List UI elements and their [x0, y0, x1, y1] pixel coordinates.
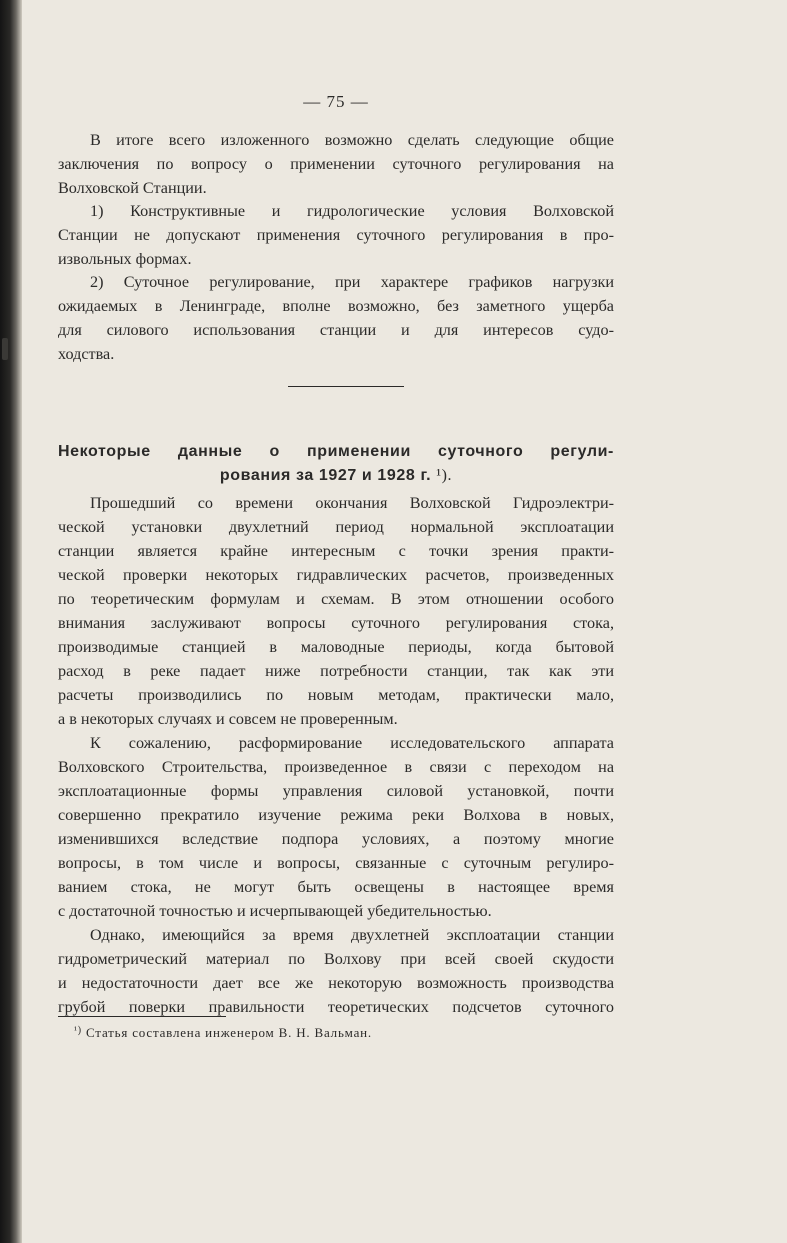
text-line: и недостаточности дает все же некоторую возможность производства — [58, 974, 614, 992]
text-line: ожидаемых в Ленинграде, вполне возможно, без заметного ущерба — [58, 297, 614, 315]
body-paragraph-2 — [58, 731, 614, 923]
text-line: внимания заслуживают вопросы суточного регулирования стока, — [58, 614, 614, 632]
text-line: грубой поверки правильности теоретических подсчетов суточного — [58, 998, 614, 1016]
text-line: 1) Конструктивные и гидрологические условия Волховской — [90, 202, 614, 220]
footnote-text: Статья составлена инженером В. Н. Вальман. — [86, 1025, 372, 1040]
page-number: — 75 — — [303, 92, 369, 111]
text-line: расход в реке падает ниже потребности станции, так как эти — [58, 662, 614, 680]
footnote-reference: ¹). — [436, 467, 453, 484]
text-line: ческой установки двухлетний период нормальной эксплоатации — [58, 518, 614, 536]
conclusion-item-2 — [58, 270, 614, 366]
text-line: ческой проверки некоторых гидравлических расчетов, произведенных — [58, 566, 614, 584]
book-spine-edge — [0, 0, 22, 1243]
text-line: по теоретическим формулам и схемам. В этом отношении особого — [58, 590, 614, 608]
text-line: Станции не допускают применения суточного регулирования в про- — [58, 226, 614, 244]
text-line: для силового использования станции и для интересов судо- — [58, 321, 614, 339]
text-line: Волховской Станции. — [58, 179, 207, 197]
text-line: заключения по вопросу о применении суточного регулирования на — [58, 155, 614, 173]
text-line: совершенно прекратило изучение режима реки Волхова в новых, — [58, 806, 614, 824]
body-paragraph-3 — [58, 923, 614, 1019]
text-line: Волховского Строительства, произведенное в связи с переходом на — [58, 758, 614, 776]
heading-line-1: Некоторые данные о применении суточного регули- — [58, 443, 614, 460]
conclusions-intro-paragraph — [58, 128, 614, 200]
spine-mark — [2, 338, 8, 360]
footnote-mark: ¹) — [74, 1025, 82, 1036]
text-line: станции является крайне интересным с точки зрения практи- — [58, 542, 614, 560]
text-line: 2) Суточное регулирование, при характере графиков нагрузки — [90, 273, 614, 291]
text-line: с достаточной точностью и исчерпывающей убедительностью. — [58, 902, 492, 920]
text-line: ванием стока, не могут быть освещены в настоящее время — [58, 878, 614, 896]
text-line: эксплоатационные формы управления силовой установкой, почти — [58, 782, 614, 800]
text-line: расчеты производились по новым методам, практически мало, — [58, 686, 614, 704]
text-line: Однако, имеющийся за время двухлетней эксплоатации станции — [90, 926, 614, 944]
footnote — [74, 1024, 574, 1042]
body-paragraph-1 — [58, 491, 614, 731]
text-line: вопросы, в том числе и вопросы, связанные с суточным регулиро- — [58, 854, 614, 872]
text-line: В итоге всего изложенного возможно сделать следующие общие — [90, 131, 614, 149]
text-line: Прошедший со времени окончания Волховской Гидроэлектри- — [90, 494, 614, 512]
text-line: гидрометрический материал по Волхову при всей своей скудости — [58, 950, 614, 968]
text-line: производимые станцией в маловодные периоды, когда бытовой — [58, 638, 614, 656]
section-heading — [58, 440, 614, 488]
footnote-divider — [58, 1016, 226, 1017]
text-line: а в некоторых случаях и совсем не проверенным. — [58, 710, 398, 728]
text-line: К сожалению, расформирование исследовательского аппарата — [90, 734, 614, 752]
text-line: извольных формах. — [58, 250, 192, 268]
conclusion-item-1 — [58, 199, 614, 271]
text-line: изменившихся вследствие подпора условиях, а поэтому многие — [58, 830, 614, 848]
heading-line-2 — [58, 464, 614, 488]
section-divider — [288, 386, 404, 387]
text-line: ходства. — [58, 345, 115, 363]
heading-line-2-text: рования за 1927 и 1928 г. — [219, 467, 432, 484]
